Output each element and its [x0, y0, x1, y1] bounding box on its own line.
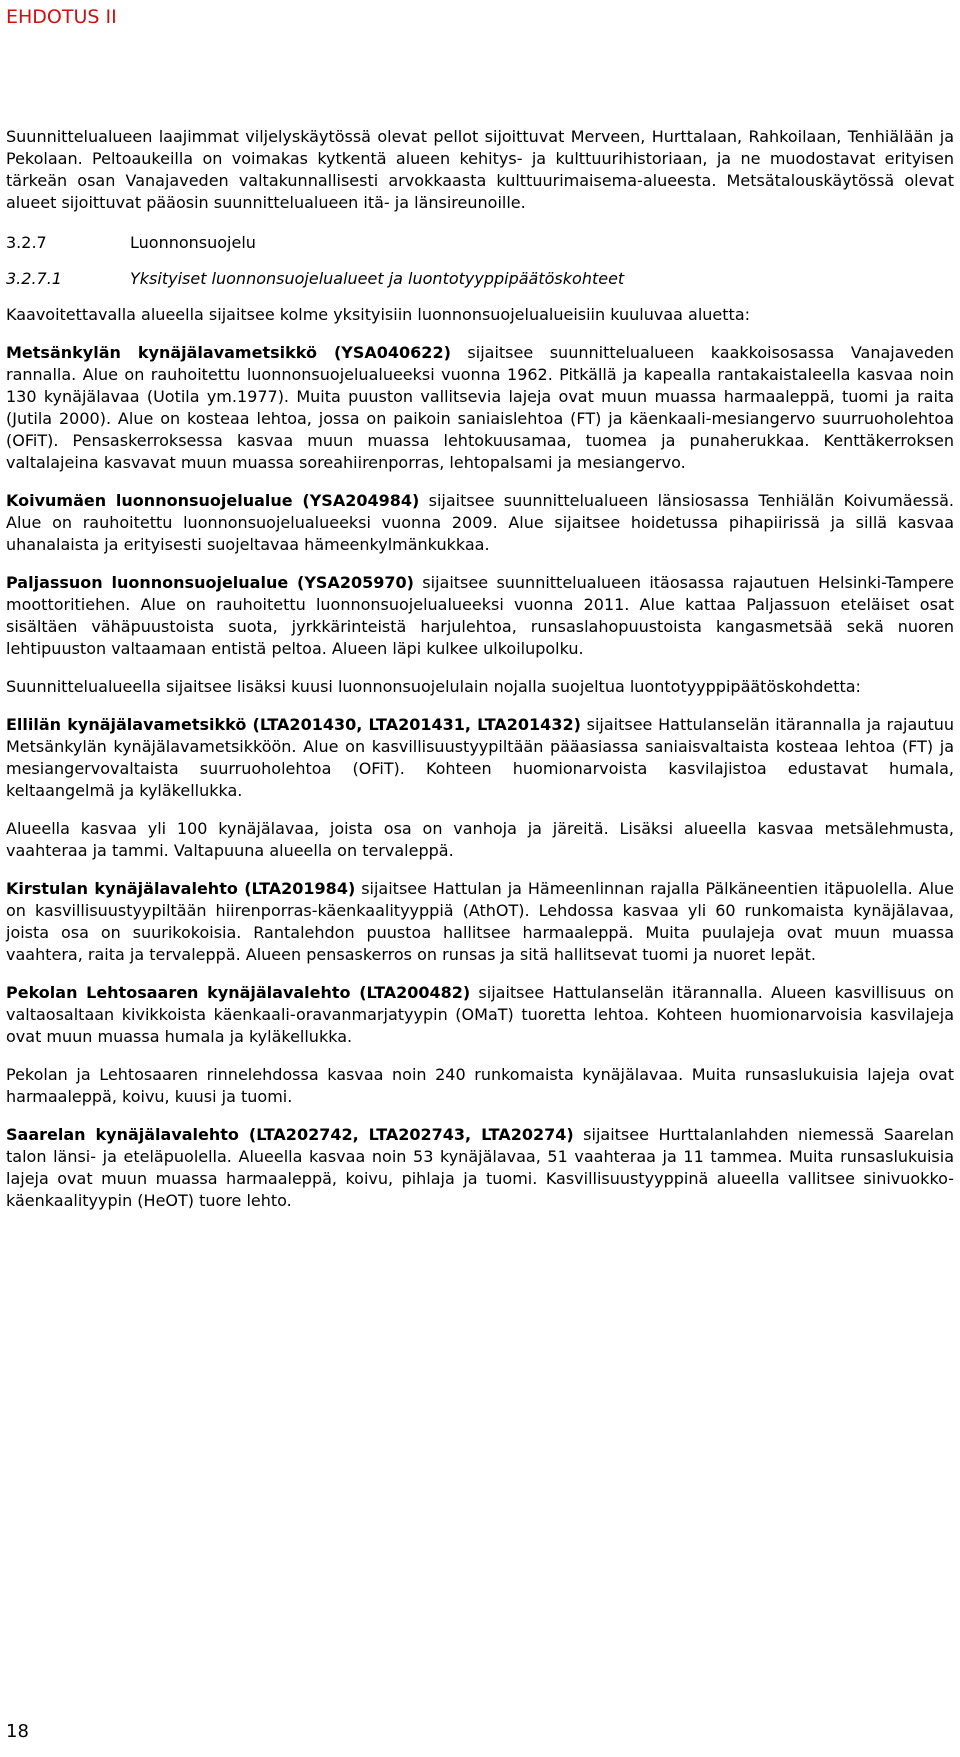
- pekola-name: Pekolan Lehtosaaren kynäjälavalehto (LTA200482): [6, 983, 471, 1002]
- koivumaki-name: Koivumäen luonnonsuojelualue (YSA204984): [6, 491, 420, 510]
- paljassuo-name: Paljassuon luonnonsuojelualue (YSA205970): [6, 573, 414, 592]
- document-body: [6, 126, 954, 1228]
- paragraph-metsankyla: [6, 342, 954, 474]
- paragraph-ellila: [6, 714, 954, 802]
- metsankyla-name: Metsänkylän kynäjälavametsikkö (YSA040622): [6, 343, 451, 362]
- paragraph-koivumaki: [6, 490, 954, 556]
- pekola-text: sijaitsee Hattulanselän itärannalla. Alueen kasvillisuus on valtaosaltaan kivikkoista käenkaali-oravanmarjatyypin (OMaT) tuoretta lehtoa. Kohteen huomionarvoisia kasvilajeja ovat muun muassa humala ja kyläkellukka.: [6, 983, 954, 1046]
- paragraph-ysa-intro: Kaavoitettavalla alueella sijaitsee kolme yksityisiin luonnonsuojelualueisiin kuuluvaa aluetta:: [6, 305, 751, 324]
- page-number: 18: [6, 1721, 29, 1742]
- ellila-text: sijaitsee Hattulanselän itärannalla ja rajautuu Metsänkylän kynäjälavametsikköön. Alue on kasvillisuustyypiltään pääasiassa saniaisvaltaista kosteaa lehtoa (FT) ja mesiangervovaltaista suurruoholehtoa (OFiT). Kohteen huomionarvoista kasvilajistoa edustavat humala, keltaangelmä ja kyläkellukka.: [6, 715, 955, 800]
- paljassuo-text: sijaitsee suunnittelualueen itäosassa rajautuen Helsinki-Tampere moottoritiehen. Alue on rauhoitettu luonnonsuojelualueeksi vuonna 2011. Alue kattaa Paljassuon eteläiset osat sisältäen vähäpuustoista suota, jyrkkärinteistä harjulehtoa, runsaslahopuustoista kangasmetsää sekä nuoren lehtipuuston valtaamaan entistä peltoa. Alueen läpi kulkee ulkoilupolku.: [6, 573, 955, 658]
- subsection-number: 3.2.7.1: [6, 269, 62, 288]
- section-number: 3.2.7: [6, 233, 47, 252]
- section-heading: [6, 232, 954, 254]
- ellila-name: Ellilän kynäjälavametsikkö (LTA201430, LTA201431, LTA201432): [6, 715, 581, 734]
- document-status-label: EHDOTUS II: [6, 6, 117, 28]
- kirstula-name: Kirstulan kynäjälavalehto (LTA201984): [6, 879, 356, 898]
- saarela-text: sijaitsee Hurttalanlahden niemessä Saarelan talon länsi- ja eteläpuolella. Alueella kasvaa noin 53 kynäjälavaa, 51 vaahteraa ja 11 tammea. Muita runsaslukuisia lajeja ovat muun muassa harmaaleppä, koivu, pihlaja ja tuomi. Kasvillisuustyyppinä alueella vallitsee sinivuokko-käenkaalityypin (HeOT) tuore lehto.: [6, 1125, 954, 1210]
- saarela-name: Saarelan kynäjälavalehto (LTA202742, LTA202743, LTA20274): [6, 1125, 574, 1144]
- section-title: Luonnonsuojelu: [130, 233, 256, 252]
- subsection-title: Yksityiset luonnonsuojelualueet ja luontotyyppipäätöskohteet: [130, 269, 625, 288]
- paragraph-lta-intro: Suunnittelualueella sijaitsee lisäksi kuusi luonnonsuojelulain nojalla suojeltua luontotyyppipäätöskohdetta:: [6, 677, 861, 696]
- metsankyla-text: sijaitsee suunnittelualueen kaakkoisosassa Vanajaveden rannalla. Alue on rauhoitettu luonnonsuojelualueeksi vuonna 1962. Pitkällä ja kapealla rantakaistaleella kasvaa noin 130 kynäjälavaa (Uotila ym.1977). Muita puuston vallitsevia lajeja ovat muun muassa harmaaleppä, tuomi ja raita (Jutila 2000). Alue on kosteaa lehtoa, jossa on paikoin saniaislehtoa (FT) ja käenkaali-mesiangervo suurruoholehtoa (OFiT). Pensaskerroksessa kasvaa muun muassa lehtokuusamaa, tuomea ja punaherukkaa. Kenttäkerroksen valtalajeina kasvavat muun muassa soreahiirenporras, lehtopalsami ja mesiangervo.: [6, 343, 955, 472]
- paragraph-kirstula: [6, 878, 954, 966]
- paragraph-saarela: [6, 1124, 954, 1212]
- paragraph-paljassuo: [6, 572, 954, 660]
- intro-paragraph: Suunnittelualueen laajimmat viljelyskäytössä olevat pellot sijoittuvat Merveen, Hurttalaan, Rahkoilaan, Tenhiälään ja Pekolaan. Peltoaukeilla on voimakas kytkentä alueen kehitys- ja kulttuurihistoriaan, ja ne muodostavat erityisen tärkeän osan Vanajaveden valtakunnallisesti arvokkaasta kulttuurimaisema-alueesta. Metsätalouskäytössä olevat alueet sijoittuvat pääosin suunnittelualueen itä- ja länsireunoille.: [6, 127, 954, 212]
- koivumaki-text: sijaitsee suunnittelualueen länsiosassa Tenhiälän Koivumäessä. Alue on rauhoitettu luonnonsuojelualueeksi vuonna 2009. Alue sijaitsee hoidetussa pihapiirissä ja sillä kasvaa uhanalaista ja erityisesti suojeltavaa hämeenkylmänkukkaa.: [6, 491, 954, 554]
- paragraph-pekola-2: Pekolan ja Lehtosaaren rinnelehdossa kasvaa noin 240 runkomaista kynäjälavaa. Muita runsaslukuisia lajeja ovat harmaaleppä, koivu, kuusi ja tuomi.: [6, 1065, 954, 1106]
- paragraph-pekola: [6, 982, 954, 1048]
- kirstula-text: sijaitsee Hattulan ja Hämeenlinnan rajalla Pälkäneentien itäpuolella. Alue on kasvillisuustyypiltään hiirenporras-käenkaalityyppiä (AthOT). Lehdossa kasvaa yli 60 runkomaista kynäjälavaa, joista osa on suurikokoisia. Rantalehdon puustoa hallitsee harmaaleppä. Muita puulajeja ovat muun muassa vaahtera, raita ja tervaleppä. Alueen pensaskerros on runsas ja sitä hallitsevat tuomi ja nuoret lepät.: [6, 879, 954, 964]
- subsection-heading: [6, 268, 954, 290]
- paragraph-ellila-2: Alueella kasvaa yli 100 kynäjälavaa, joista osa on vanhoja ja järeitä. Lisäksi alueella kasvaa metsälehmusta, vaahteraa ja tammi. Valtapuuna alueella on tervaleppä.: [6, 819, 954, 860]
